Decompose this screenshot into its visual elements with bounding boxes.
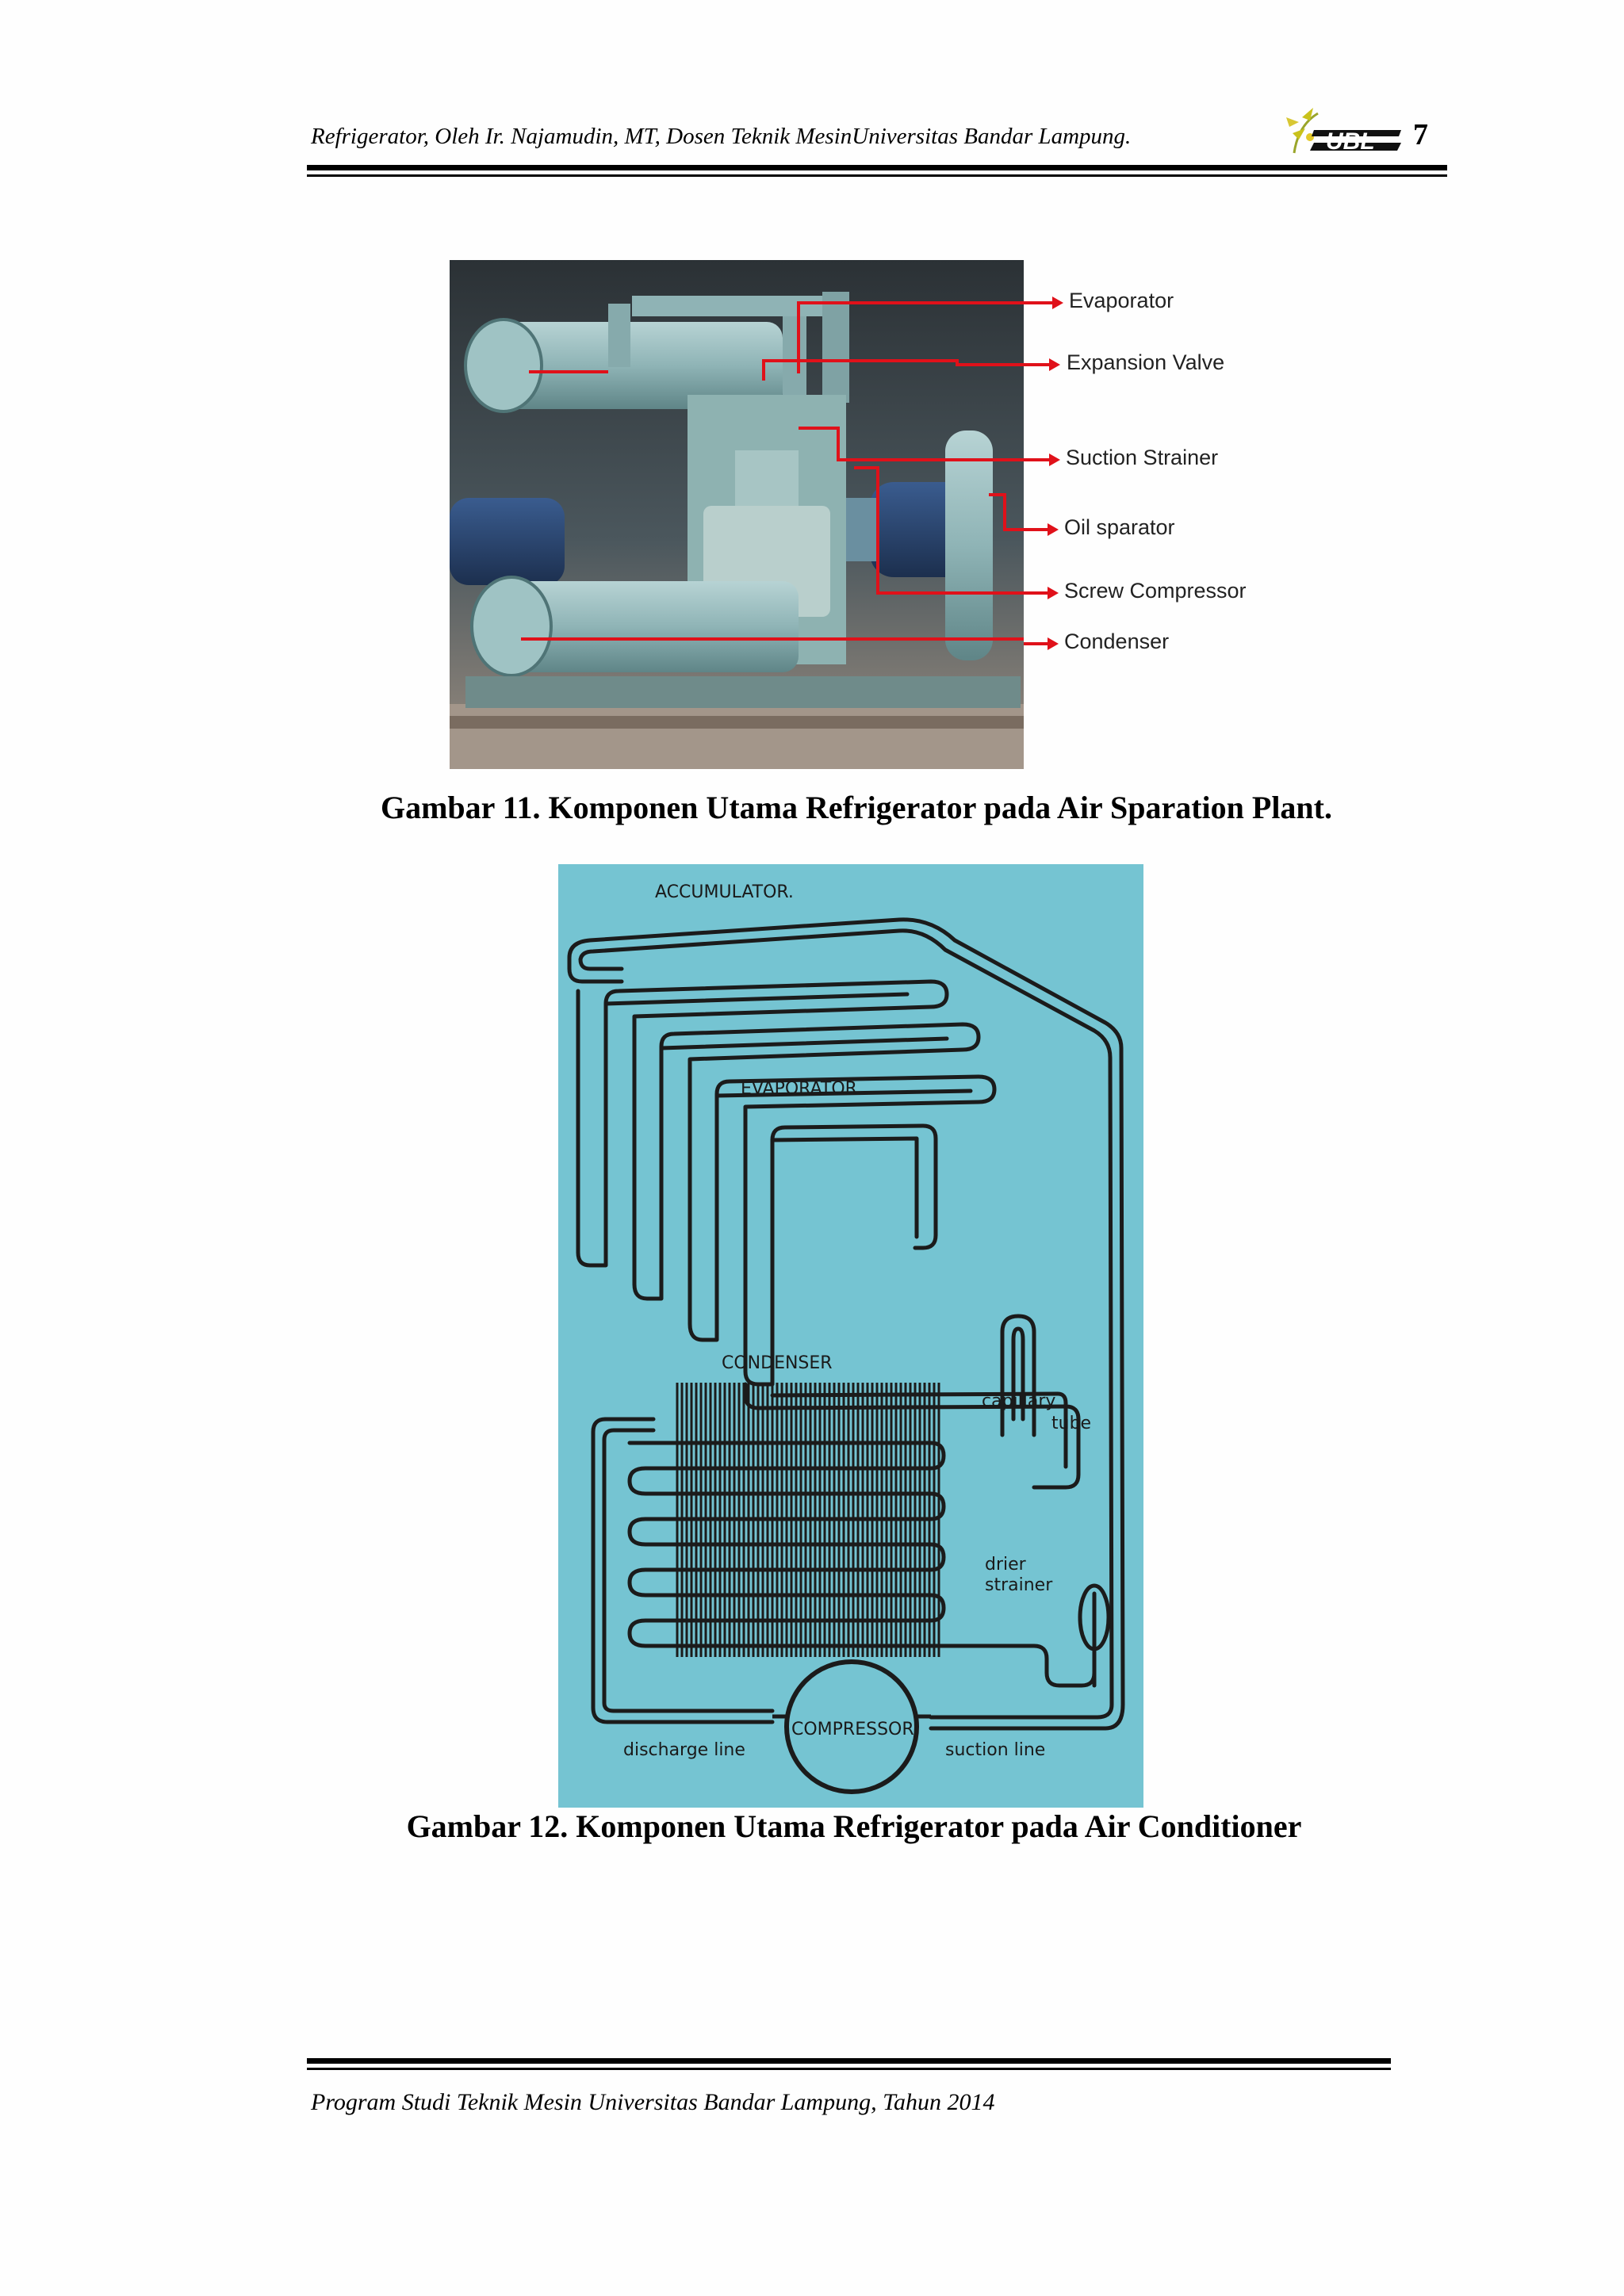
air-conditioner-refrigeration-diagram (558, 864, 1143, 1808)
label-screw-compressor: Screw Compressor (1064, 579, 1247, 603)
refrigerator-plant-photo (450, 260, 1024, 769)
footer-text: Program Studi Teknik Mesin Universitas Bandar Lampung, Tahun 2014 (311, 2089, 995, 2115)
header-rule-thick (307, 165, 1447, 170)
label-suction-strainer: Suction Strainer (1066, 446, 1219, 469)
label-evaporator-diagram: EVAPORATOR (741, 1079, 857, 1099)
label-expansion-valve: Expansion Valve (1067, 350, 1225, 374)
header-rule-thin (307, 174, 1447, 177)
label-suction-line: suction line (945, 1740, 1046, 1760)
running-header: Refrigerator, Oleh Ir. Najamudin, MT, Dosen Teknik MesinUniversitas Bandar Lampung. (311, 124, 1132, 149)
footer-rule-thin (307, 2068, 1391, 2070)
figure11-caption: Gambar 11. Komponen Utama Refrigerator pada Air Sparation Plant. (381, 790, 1332, 825)
page-number: 7 (1413, 118, 1428, 151)
ubl-logo (1278, 101, 1409, 165)
label-evaporator: Evaporator (1069, 289, 1174, 312)
figure12-caption: Gambar 12. Komponen Utama Refrigerator pada Air Conditioner (406, 1808, 1302, 1844)
label-discharge-line: discharge line (623, 1740, 745, 1760)
label-capillary-1: capillary (982, 1391, 1056, 1411)
footer-rule-thick (307, 2058, 1391, 2064)
label-accumulator: ACCUMULATOR. (655, 882, 794, 902)
label-drier-1: drier (985, 1555, 1026, 1575)
label-compressor: COMPRESSOR (791, 1720, 914, 1739)
label-condenser-diagram: CONDENSER (722, 1353, 833, 1373)
label-drier-2: strainer (985, 1575, 1053, 1595)
label-oil-separator: Oil sparator (1064, 515, 1175, 539)
svg-text:UBL: UBL (1326, 128, 1375, 155)
label-capillary-2: tube (1051, 1414, 1092, 1433)
figure11-labels (1024, 260, 1309, 769)
label-condenser: Condenser (1064, 629, 1170, 653)
